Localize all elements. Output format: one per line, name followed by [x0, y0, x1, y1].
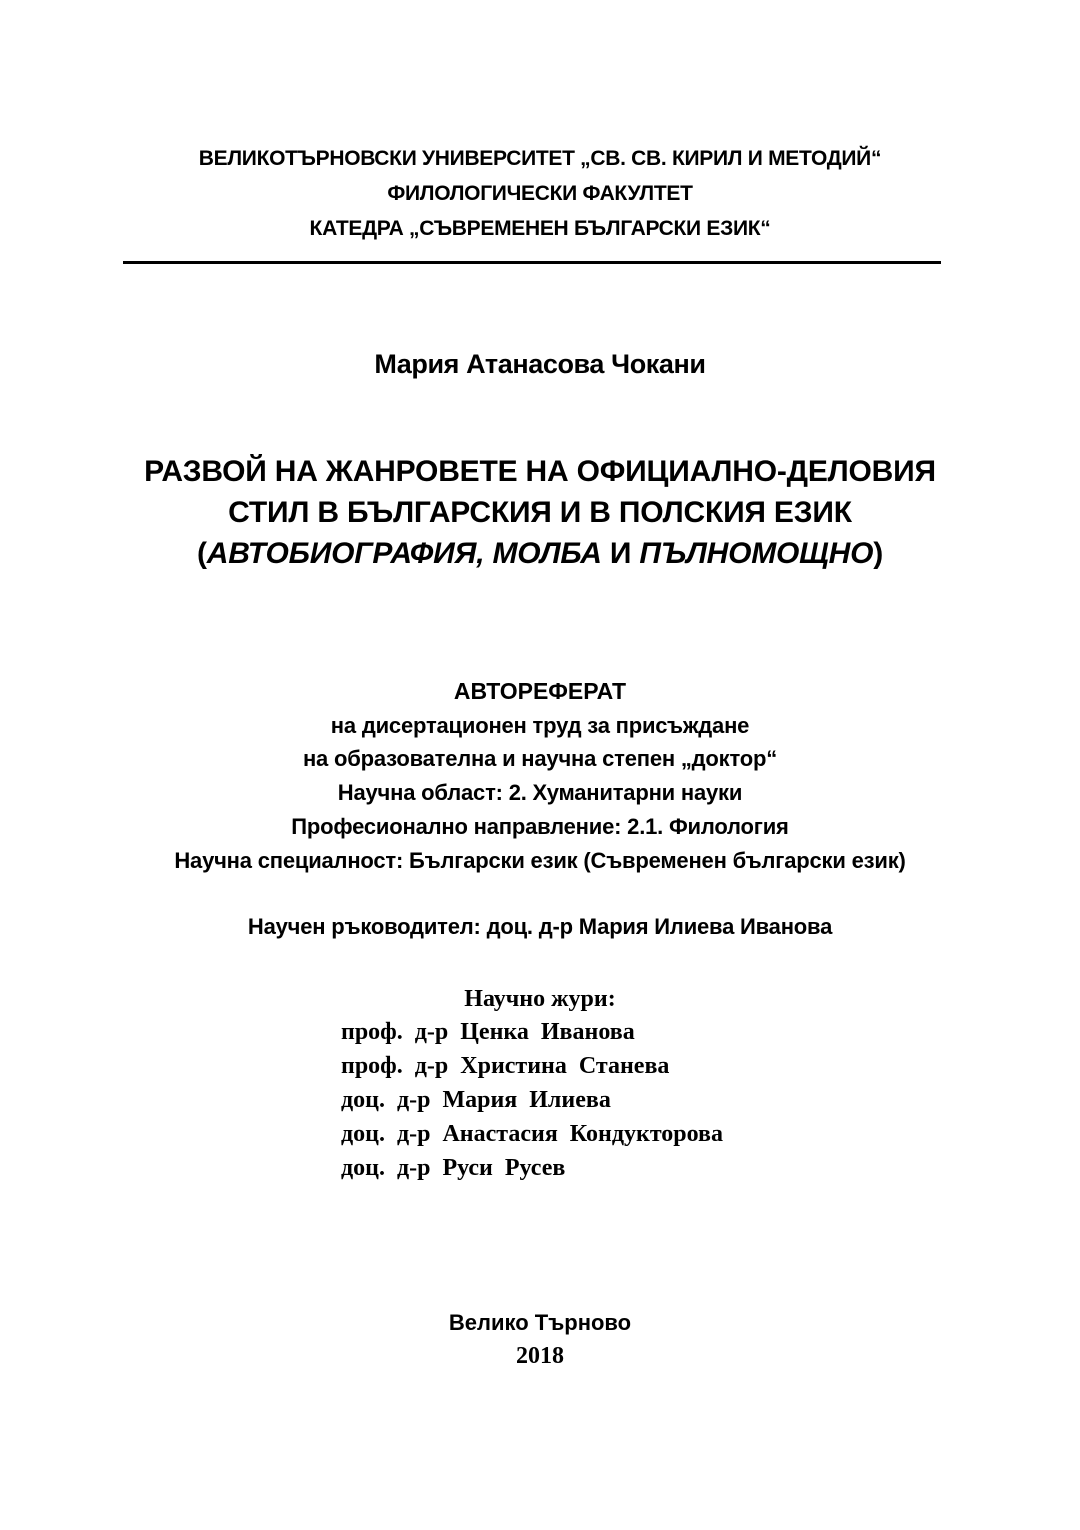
scientific-specialty: Научна специалност: Български език (Съвременен български език)	[174, 848, 906, 873]
genre-last: ПЪЛНОМОЩНО	[639, 537, 874, 570]
supervisor: Научен ръководител: доц. д-р Мария Илиева Иванова	[247, 914, 833, 939]
jury-member: проф. д-р Христина Станева	[341, 1053, 670, 1079]
paren-close: )	[873, 537, 884, 570]
abstract-heading: АВТОРЕФЕРАТ	[453, 678, 627, 704]
publication-city: Велико Търново	[448, 1310, 632, 1335]
jury-member: доц. д-р Анастасия Кондукторова	[341, 1121, 723, 1147]
author-name: Мария Атанасова Чокани	[374, 349, 706, 379]
thesis-title-line-2: СТИЛ В БЪЛГАРСКИЯ И В ПОЛСКИЯ ЕЗИК	[228, 496, 852, 529]
scientific-field: Научна област: 2. Хуманитарни науки	[337, 780, 743, 805]
genre-list: АВТОБИОГРАФИЯ, МОЛБА	[206, 537, 602, 570]
jury-member: доц. д-р Руси Русев	[341, 1155, 566, 1181]
thesis-title-line-3	[0, 537, 1080, 571]
abstract-line-1: на дисертационен труд за присъждане	[330, 713, 750, 738]
university-name: ВЕЛИКОТЪРНОВСКИ УНИВЕРСИТЕТ „СВ. СВ. КИРИЛ И МЕТОДИЙ“	[198, 147, 882, 170]
jury-member: доц. д-р Мария Илиева	[341, 1087, 611, 1113]
abstract-line-2: на образователна и научна степен „доктор“	[302, 746, 778, 771]
paren-open: (	[196, 537, 207, 570]
professional-direction: Професионално направление: 2.1. Филология	[291, 814, 789, 839]
faculty-name: ФИЛОЛОГИЧЕСКИ ФАКУЛТЕТ	[387, 182, 693, 205]
publication-year: 2018	[516, 1343, 564, 1369]
department-name: КАТЕДРА „СЪВРЕМЕНЕН БЪЛГАРСКИ ЕЗИК“	[309, 217, 771, 240]
jury-heading: Научно жури:	[464, 986, 616, 1012]
jury-member: проф. д-р Ценка Иванова	[341, 1019, 635, 1045]
conjunction: И	[601, 537, 640, 570]
thesis-title-line-1: РАЗВОЙ НА ЖАНРОВЕТЕ НА ОФИЦИАЛНО-ДЕЛОВИЯ	[144, 455, 936, 488]
header-divider	[123, 261, 941, 264]
